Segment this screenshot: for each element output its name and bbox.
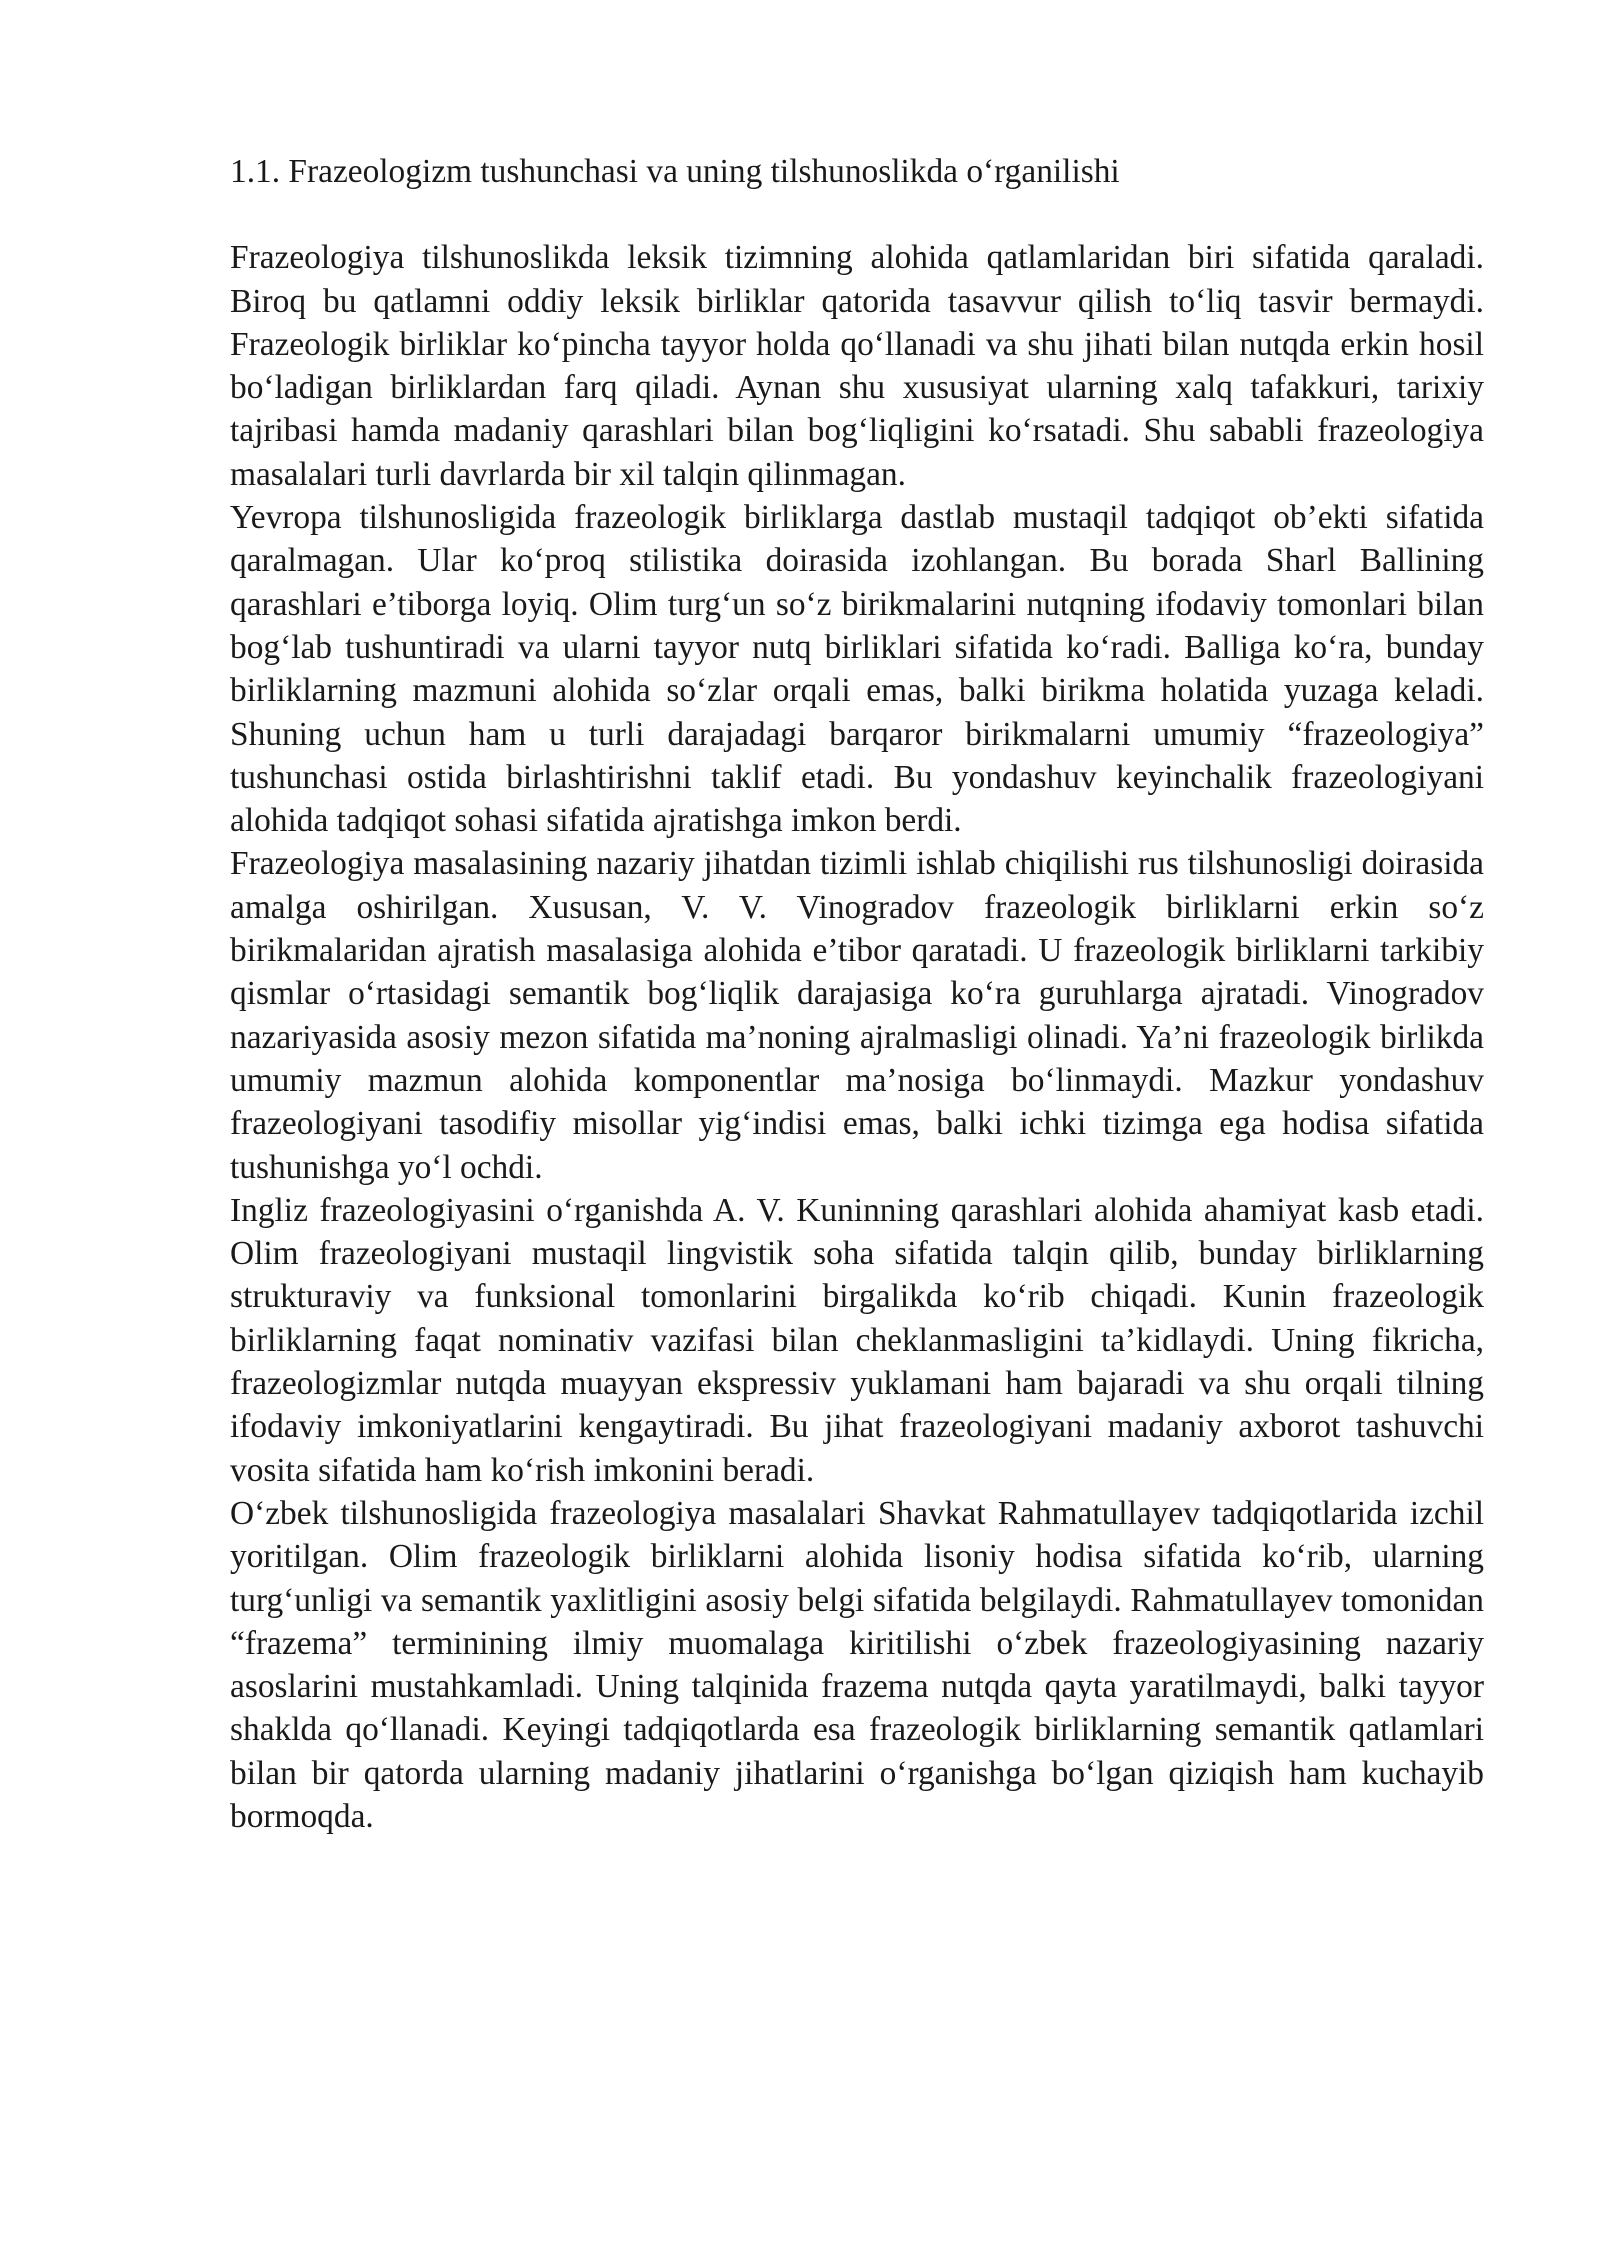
paragraph-1: Frazeologiya tilshunoslikda leksik tizimning alohida qatlamlaridan biri sifatida qaraladi. Biroq bu qatlamni oddiy leksik birliklar qatorida tasavvur qilish to‘liq tasvir bermaydi. Frazeologik birliklar ko‘pincha tayyor holda qo‘llanadi va shu jihati bilan nutqda erkin hosil bo‘ladigan birliklardan farq qiladi. Aynan shu xususiyat ularning xalq tafakkuri, tarixiy tajribasi hamda madaniy qarashlari bilan bog‘liqligini ko‘rsatadi. Shu sababli frazeologiya masalalari turli davrlarda bir xil talqin qilinmagan. [230, 239, 1484, 493]
paragraph-4: Ingliz frazeologiyasini o‘rganishda A. V. Kuninning qarashlari alohida ahamiyat kasb etadi. Olim frazeologiyani mustaqil lingvistik soha sifatida talqin qilib, bunday birliklarning strukturaviy va funksional tomonlarini birgalikda ko‘rib chiqadi. Kunin frazeologik birliklarning faqat nominativ vazifasi bilan cheklanmasligini ta’kidlaydi. Uning fikricha, frazeologizmlar nutqda muayyan ekspressiv yuklamani ham bajaradi va shu orqali tilning ifodaviy imkoniyatlarini kengaytiradi. Bu jihat frazeologiyani madaniy axborot tashuvchi vosita sifatida ham ko‘rish imkonini beradi. [230, 1191, 1484, 1489]
paragraph-3: Frazeologiya masalasining nazariy jihatdan tizimli ishlab chiqilishi rus tilshunosligi doirasida amalga oshirilgan. Xususan, V. V. Vinogradov frazeologik birliklarni erkin so‘z birikmalaridan ajratish masalasiga alohida e’tibor qaratadi. U frazeologik birliklarni tarkibiy qismlar o‘rtasidagi semantik bog‘liqlik darajasiga ko‘ra guruhlarga ajratadi. Vinogradov nazariyasida asosiy mezon sifatida ma’noning ajralmasligi olinadi. Ya’ni frazeologik birlikda umumiy mazmun alohida komponentlar ma’nosiga bo‘linmaydi. Mazkur yondashuv frazeologiyani tasodifiy misollar yig‘indisi emas, balki ichki tizimga ega hodisa sifatida tushunishga yo‘l ochdi. [230, 845, 1484, 1186]
section-heading: 1.1. Frazeologizm tushunchasi va uning tilshunoslikda o‘rganilishi [230, 153, 1120, 190]
document-body [230, 150, 1484, 1838]
paragraph-5: O‘zbek tilshunosligida frazeologiya masalalari Shavkat Rahmatullayev tadqiqotlarida izchil yoritilgan. Olim frazeologik birliklarni alohida lisoniy hodisa sifatida ko‘rib, ularning turg‘unligi va semantik yaxlitligini asosiy belgi sifatida belgilaydi. Rahmatullayev tomonidan “frazema” terminining ilmiy muomalaga kiritilishi o‘zbek frazeologiyasining nazariy asoslarini mustahkamladi. Uning talqinida frazema nutqda qayta yaratilmaydi, balki tayyor shaklda qo‘llanadi. Keyingi tadqiqotlarda esa frazeologik birliklarning semantik qatlamlari bilan bir qatorda ularning madaniy jihatlarini o‘rganishga bo‘lgan qiziqish ham kuchayib bormoqda. [230, 1494, 1484, 1835]
paragraph-2: Yevropa tilshunosligida frazeologik birliklarga dastlab mustaqil tadqiqot ob’ekti sifatida qaralmagan. Ular ko‘proq stilistika doirasida izohlangan. Bu borada Sharl Ballining qarashlari e’tiborga loyiq. Olim turg‘un so‘z birikmalarini nutqning ifodaviy tomonlari bilan bog‘lab tushuntiradi va ularni tayyor nutq birliklari sifatida ko‘radi. Balliga ko‘ra, bunday birliklarning mazmuni alohida so‘zlar orqali emas, balki birikma holatida yuzaga keladi. Shuning uchun ham u turli darajadagi barqaror birikmalarni umumiy “frazeologiya” tushunchasi ostida birlashtirishni taklif etadi. Bu yondashuv keyinchalik frazeologiyani alohida tadqiqot sohasi sifatida ajratishga imkon berdi. [230, 499, 1484, 840]
